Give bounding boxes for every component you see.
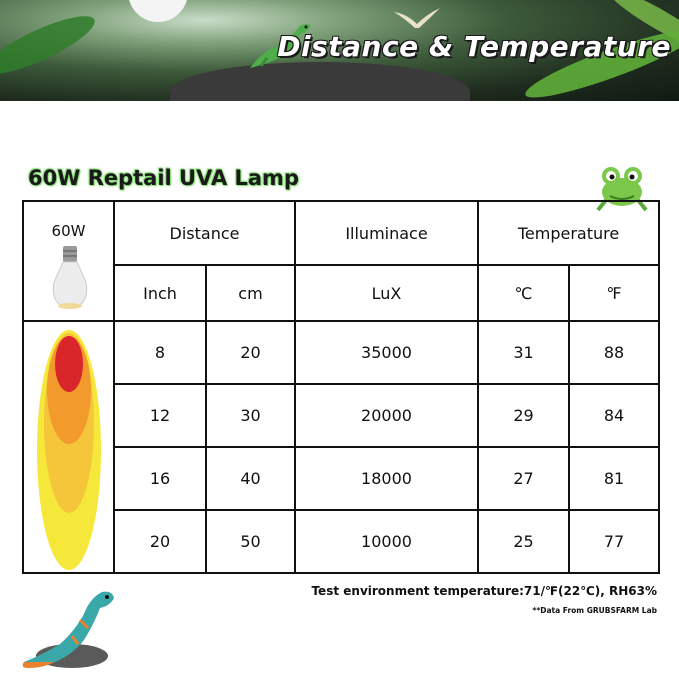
cell-inch: 8	[114, 321, 206, 384]
data-table	[22, 200, 660, 574]
cell-cm: 50	[206, 510, 295, 573]
header-celsius: ℃	[478, 265, 569, 321]
lizard-icon	[14, 584, 126, 672]
test-environment-note: Test environment temperature:71/℉(22℃), RH63%	[311, 584, 657, 598]
cell-fahrenheit: 81	[569, 447, 659, 510]
table-row	[23, 321, 659, 384]
cell-lux: 10000	[295, 510, 478, 573]
cell-inch: 20	[114, 510, 206, 573]
data-source-note: **Data From GRUBSFARM Lab	[532, 606, 657, 615]
cell-cm: 40	[206, 447, 295, 510]
cell-lux: 18000	[295, 447, 478, 510]
heat-gradient-cell	[23, 321, 114, 573]
cell-inch: 16	[114, 447, 206, 510]
cell-lux: 35000	[295, 321, 478, 384]
cell-fahrenheit: 77	[569, 510, 659, 573]
banner-title: Distance & Temperature	[277, 30, 671, 63]
lamp-decoration	[128, 0, 188, 22]
wattage-label: 60W	[51, 222, 86, 240]
cell-cm: 20	[206, 321, 295, 384]
cell-celsius: 31	[478, 321, 569, 384]
header-lux: LuX	[295, 265, 478, 321]
cell-cm: 30	[206, 384, 295, 447]
wattage-cell	[23, 201, 114, 321]
cell-fahrenheit: 84	[569, 384, 659, 447]
header-illuminance: Illuminace	[295, 201, 478, 265]
table-row	[23, 510, 659, 573]
header-cm: cm	[206, 265, 295, 321]
cell-celsius: 27	[478, 447, 569, 510]
header-distance: Distance	[114, 201, 295, 265]
cell-lux: 20000	[295, 384, 478, 447]
cell-celsius: 29	[478, 384, 569, 447]
leaf-decoration	[0, 6, 101, 84]
cell-fahrenheit: 88	[569, 321, 659, 384]
header-banner	[0, 0, 679, 101]
lamp-title: 60W Reptail UVA Lamp	[28, 166, 299, 190]
cell-celsius: 25	[478, 510, 569, 573]
table-row	[23, 447, 659, 510]
rock-decoration	[170, 62, 470, 101]
table-row	[23, 384, 659, 447]
bulb-icon	[50, 244, 90, 312]
heat-gradient-icon	[36, 328, 102, 572]
header-temperature: Temperature	[478, 201, 659, 265]
cell-inch: 12	[114, 384, 206, 447]
header-inch: Inch	[114, 265, 206, 321]
header-fahrenheit: ℉	[569, 265, 659, 321]
